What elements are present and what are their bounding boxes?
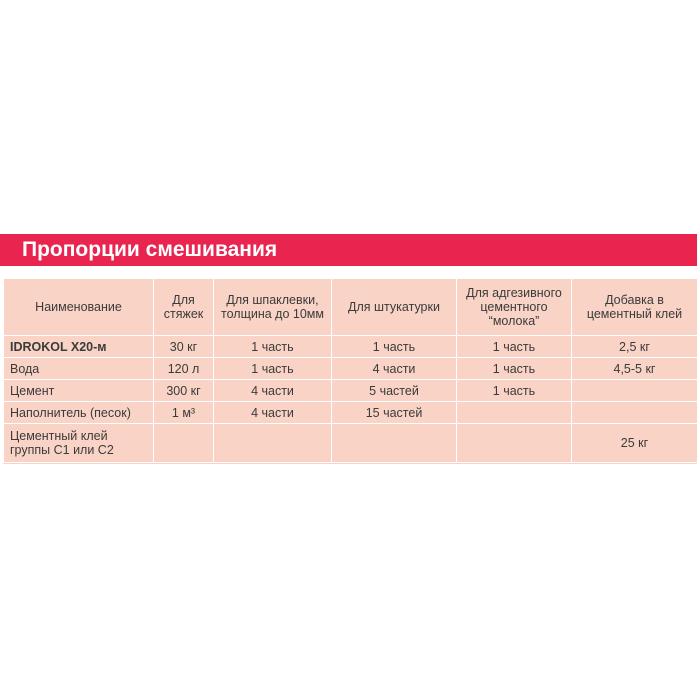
- table-cell: [332, 424, 457, 463]
- column-header-putty: Для шпаклевки, толщина до 10мм: [214, 279, 332, 336]
- table-cell: [457, 424, 572, 463]
- table-header-row: [4, 279, 698, 336]
- table-cell-name: Цементный клей группы С1 или С2: [4, 424, 154, 463]
- table-cell: [572, 402, 698, 424]
- section-banner: [0, 234, 697, 266]
- table-cell: 1 часть: [214, 336, 332, 358]
- table-cell-name: Вода: [4, 358, 154, 380]
- table-cell: 1 часть: [457, 380, 572, 402]
- table-row: [4, 380, 698, 402]
- section-title: Пропорции смешивания: [22, 238, 278, 261]
- table-cell: 2,5 кг: [572, 336, 698, 358]
- column-header-cement-milk: Для адгезивного цементного “молока”: [457, 279, 572, 336]
- table-row: [4, 336, 698, 358]
- column-header-screed: Для стяжек: [154, 279, 214, 336]
- table-cell-name: Цемент: [4, 380, 154, 402]
- column-header-plaster: Для штукатурки: [332, 279, 457, 336]
- table-row: [4, 424, 698, 463]
- column-header-name: Наименование: [4, 279, 154, 336]
- table-cell: [214, 424, 332, 463]
- column-header-adhesive-additive: Добавка в цементный клей: [572, 279, 698, 336]
- table-cell: 5 частей: [332, 380, 457, 402]
- table-cell: 1 часть: [214, 358, 332, 380]
- table-cell: [154, 424, 214, 463]
- table-cell: 1 часть: [457, 336, 572, 358]
- table-cell-name: Наполнитель (песок): [4, 402, 154, 424]
- table-cell-name: IDROKOL X20-м: [4, 336, 154, 358]
- table-cell: 1 м³: [154, 402, 214, 424]
- table-cell: 1 часть: [457, 358, 572, 380]
- table-cell: 4 части: [214, 380, 332, 402]
- table-row: [4, 402, 698, 424]
- table-cell: 1 часть: [332, 336, 457, 358]
- table-cell: 4,5-5 кг: [572, 358, 698, 380]
- table-cell: 4 части: [214, 402, 332, 424]
- table-cell: 30 кг: [154, 336, 214, 358]
- table-cell: 15 частей: [332, 402, 457, 424]
- table-cell: [457, 402, 572, 424]
- table-cell: 4 части: [332, 358, 457, 380]
- table-row: [4, 358, 698, 380]
- table-cell: [572, 380, 698, 402]
- table-cell: 25 кг: [572, 424, 698, 463]
- mixing-proportions-table: [3, 278, 698, 463]
- table-cell: 300 кг: [154, 380, 214, 402]
- mixing-proportions-table-wrap: [3, 278, 697, 464]
- table-cell: 120 л: [154, 358, 214, 380]
